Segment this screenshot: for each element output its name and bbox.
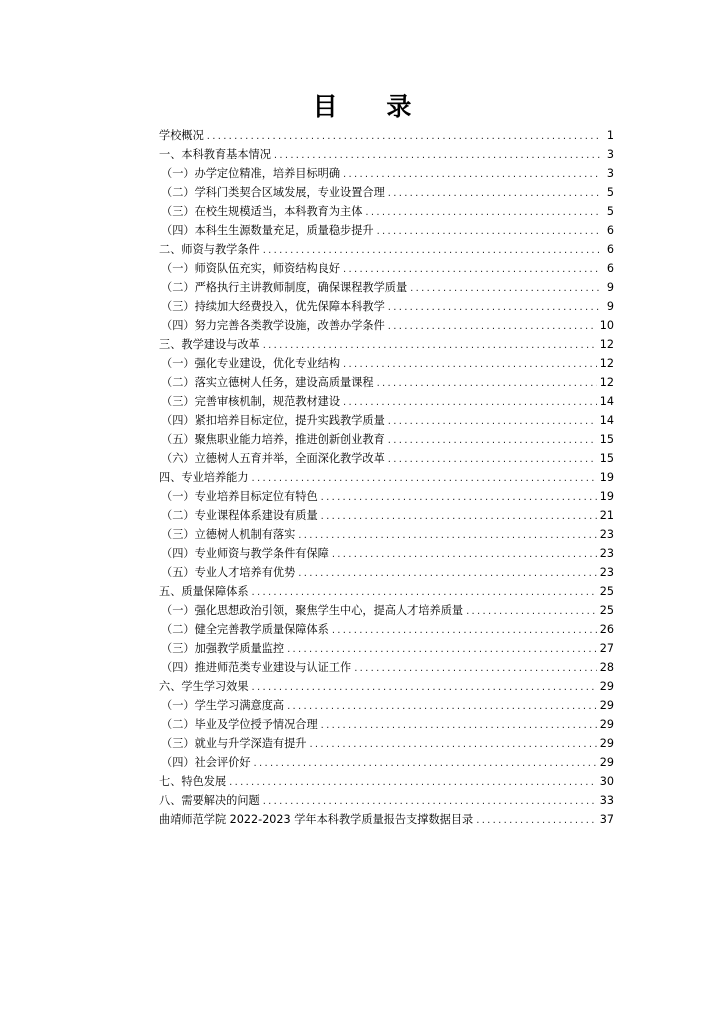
toc-entry-label: （一）强化专业建设，优化专业结构 [161, 357, 341, 370]
toc-dot-leader [332, 545, 597, 563]
toc-entry-page-number: 14 [599, 395, 614, 408]
toc-entry-page-number: 28 [599, 661, 614, 674]
toc-entry-page-number: 19 [599, 471, 614, 484]
toc-dot-leader [321, 488, 597, 506]
toc-entry[interactable] [159, 791, 614, 810]
toc-entry-label: （一）师资队伍充实，师资结构良好 [161, 262, 341, 275]
toc-dot-leader [321, 716, 597, 734]
toc-entry-label: （一）学生学习满意度高 [161, 699, 285, 712]
toc-entry-page-number: 30 [599, 775, 614, 788]
toc-entry[interactable] [159, 278, 614, 297]
toc-entry-page-number: 9 [606, 300, 614, 313]
toc-entry-label: （一）办学定位精准，培养目标明确 [161, 167, 341, 180]
toc-entry-page-number: 12 [599, 338, 614, 351]
toc-dot-leader [466, 602, 597, 620]
toc-entry[interactable] [159, 601, 614, 620]
toc-entry[interactable] [159, 354, 614, 373]
toc-entry[interactable] [159, 563, 614, 582]
toc-entry-page-number: 10 [599, 319, 614, 332]
toc-entry[interactable] [159, 316, 614, 335]
toc-dot-leader [254, 754, 597, 772]
toc-dot-leader [263, 336, 597, 354]
toc-entry-page-number: 27 [599, 642, 614, 655]
toc-entry[interactable] [159, 183, 614, 202]
toc-entry[interactable] [159, 715, 614, 734]
toc-entry-page-number: 33 [599, 794, 614, 807]
toc-dot-leader [388, 184, 601, 202]
toc-dot-leader [252, 583, 597, 601]
toc-entry-label: （四）努力完善各类教学设施，改善办学条件 [161, 319, 385, 332]
toc-entry[interactable] [159, 373, 614, 392]
toc-entry-page-number: 19 [599, 490, 614, 503]
toc-entry[interactable] [159, 468, 614, 487]
toc-entry[interactable] [159, 487, 614, 506]
toc-entry-label: （三）就业与升学深造有提升 [161, 737, 307, 750]
toc-entry-label: （六）立德树人五育并举，全面深化教学改革 [161, 452, 385, 465]
toc-entry-label: （二）专业课程体系建设有质量 [161, 509, 318, 522]
toc-dot-leader [207, 127, 601, 145]
toc-dot-leader [365, 203, 601, 221]
toc-entry[interactable] [159, 392, 614, 411]
toc-entry-label: （二）健全完善教学质量保障体系 [161, 623, 329, 636]
toc-entry-label: （四）社会评价好 [161, 756, 251, 769]
toc-entry-page-number: 29 [599, 699, 614, 712]
toc-entry[interactable] [159, 696, 614, 715]
toc-entry-label: （五）聚焦职业能力培养，推进创新创业教育 [161, 433, 385, 446]
toc-dot-leader [343, 393, 597, 411]
toc-entry-label: （二）严格执行主讲教师制度，确保课程教学质量 [161, 281, 408, 294]
toc-entry-label: （二）学科门类契合区域发展，专业设置合理 [161, 186, 385, 199]
toc-dot-leader [287, 640, 597, 658]
toc-dot-leader [263, 241, 601, 259]
toc-entry-label: 七、特色发展 [159, 775, 227, 788]
toc-entry[interactable] [159, 145, 614, 164]
toc-entry-page-number: 3 [606, 148, 614, 161]
toc-entry-label: 曲靖师范学院 2022-2023 学年本科教学质量报告支撑数据目录 [159, 813, 474, 826]
toc-entry-label: 八、需要解决的问题 [159, 794, 260, 807]
toc-entry-page-number: 23 [599, 547, 614, 560]
toc-entry-label: 学校概况 [159, 129, 204, 142]
toc-dot-leader [388, 450, 597, 468]
toc-dot-leader [298, 564, 596, 582]
toc-entry-label: （五）专业人才培养有优势 [161, 566, 296, 579]
toc-entry-page-number: 25 [599, 585, 614, 598]
toc-entry[interactable] [159, 810, 614, 829]
toc-entry-label: （四）紧扣培养目标定位，提升实践教学质量 [161, 414, 385, 427]
toc-entry-page-number: 15 [599, 433, 614, 446]
toc-dot-leader [252, 469, 597, 487]
table-of-contents [159, 126, 614, 829]
toc-entry[interactable] [159, 240, 614, 259]
toc-entry-label: 三、教学建设与改革 [159, 338, 260, 351]
toc-entry-page-number: 29 [599, 718, 614, 731]
toc-entry-label: 五、质量保障体系 [159, 585, 249, 598]
page-title: 目 录 [312, 92, 432, 121]
toc-entry-page-number: 5 [606, 205, 614, 218]
toc-entry[interactable] [159, 164, 614, 183]
toc-entry[interactable] [159, 753, 614, 772]
toc-entry[interactable] [159, 639, 614, 658]
toc-entry-page-number: 25 [599, 604, 614, 617]
toc-entry[interactable] [159, 734, 614, 753]
toc-entry[interactable] [159, 259, 614, 278]
toc-entry[interactable] [159, 506, 614, 525]
toc-entry-page-number: 5 [606, 186, 614, 199]
toc-entry[interactable] [159, 582, 614, 601]
toc-entry-label: （一）强化思想政治引领，聚焦学生中心，提高人才培养质量 [161, 604, 464, 617]
toc-entry-page-number: 6 [606, 262, 614, 275]
toc-entry-page-number: 1 [606, 129, 614, 142]
toc-dot-leader [229, 773, 597, 791]
toc-entry-page-number: 29 [599, 680, 614, 693]
toc-entry-label: （二）毕业及学位授予情况合理 [161, 718, 318, 731]
toc-entry[interactable] [159, 430, 614, 449]
toc-entry-page-number: 29 [599, 756, 614, 769]
toc-entry[interactable] [159, 449, 614, 468]
toc-dot-leader [332, 621, 597, 639]
toc-entry[interactable] [159, 772, 614, 791]
toc-entry[interactable] [159, 335, 614, 354]
toc-entry-page-number: 21 [599, 509, 614, 522]
toc-entry-page-number: 15 [599, 452, 614, 465]
toc-entry-label: （四）本科生生源数量充足，质量稳步提升 [161, 224, 374, 237]
toc-dot-leader [388, 317, 597, 335]
toc-entry-label: （四）推进师范类专业建设与认证工作 [161, 661, 352, 674]
toc-entry[interactable] [159, 658, 614, 677]
toc-dot-leader [388, 431, 597, 449]
toc-entry[interactable] [159, 297, 614, 316]
toc-dot-leader [252, 678, 597, 696]
toc-entry-page-number: 14 [599, 414, 614, 427]
toc-dot-leader [343, 260, 601, 278]
toc-entry[interactable] [159, 677, 614, 696]
toc-entry-label: （三）完善审核机制，规范教材建设 [161, 395, 341, 408]
toc-dot-leader [298, 526, 596, 544]
toc-entry-label: 四、专业培养能力 [159, 471, 249, 484]
toc-entry-page-number: 6 [606, 224, 614, 237]
toc-entry[interactable] [159, 525, 614, 544]
toc-entry-label: （二）落实立德树人任务，建设高质量课程 [161, 376, 374, 389]
toc-dot-leader [343, 165, 601, 183]
toc-dot-leader [309, 735, 596, 753]
toc-entry-label: （四）专业师资与教学条件有保障 [161, 547, 329, 560]
toc-dot-leader [321, 507, 597, 525]
toc-entry-page-number: 12 [599, 376, 614, 389]
toc-entry[interactable] [159, 620, 614, 639]
toc-entry[interactable] [159, 221, 614, 240]
toc-dot-leader [274, 146, 601, 164]
toc-entry-label: 二、师资与教学条件 [159, 243, 260, 256]
toc-entry-label: 六、学生学习效果 [159, 680, 249, 693]
toc-entry[interactable] [159, 411, 614, 430]
toc-dot-leader [388, 298, 601, 316]
toc-entry-label: （三）立德树人机制有落实 [161, 528, 296, 541]
toc-entry-label: （三）加强教学质量监控 [161, 642, 285, 655]
toc-dot-leader [354, 659, 597, 677]
toc-entry[interactable] [159, 544, 614, 563]
toc-dot-leader [410, 279, 601, 297]
toc-entry[interactable] [159, 202, 614, 221]
toc-entry-page-number: 9 [606, 281, 614, 294]
toc-entry-label: 一、本科教育基本情况 [159, 148, 271, 161]
toc-dot-leader [388, 412, 597, 430]
toc-entry-page-number: 6 [606, 243, 614, 256]
toc-entry-page-number: 3 [606, 167, 614, 180]
toc-dot-leader [377, 222, 601, 240]
toc-dot-leader [263, 792, 597, 810]
toc-entry-page-number: 29 [599, 737, 614, 750]
toc-dot-leader [377, 374, 597, 392]
toc-entry[interactable] [159, 126, 614, 145]
toc-entry-page-number: 23 [599, 566, 614, 579]
toc-entry-label: （一）专业培养目标定位有特色 [161, 490, 318, 503]
toc-entry-label: （三）在校生规模适当，本科教育为主体 [161, 205, 363, 218]
toc-entry-label: （三）持续加大经费投入，优先保障本科教学 [161, 300, 385, 313]
toc-entry-page-number: 12 [599, 357, 614, 370]
toc-entry-page-number: 37 [599, 813, 614, 826]
toc-entry-page-number: 26 [599, 623, 614, 636]
toc-entry-page-number: 23 [599, 528, 614, 541]
toc-dot-leader [343, 355, 597, 373]
toc-dot-leader [476, 811, 597, 829]
toc-dot-leader [287, 697, 597, 715]
